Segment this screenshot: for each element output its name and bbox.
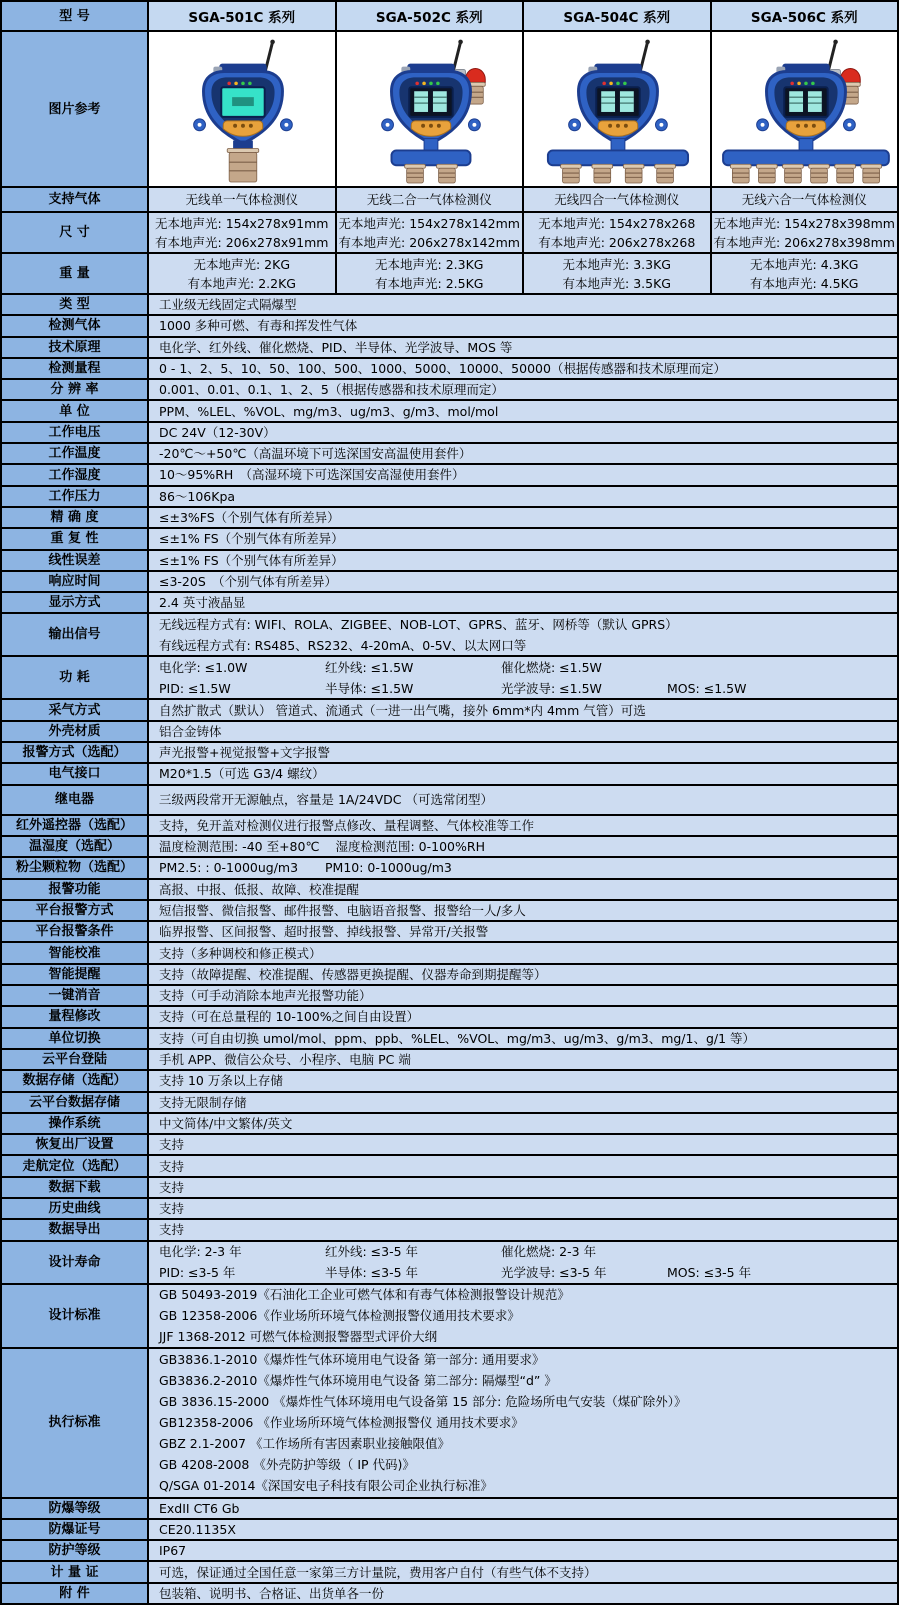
table-row — [2, 572, 899, 593]
spec-value: GB3836.1-2010《爆炸性气体环境用电气设备 第一部分: 通用要求》 GB3836.2-2010《爆炸性气体环境用电气设备 第二部分: 隔爆型“d” 》 GB 3836.15-2000 《爆炸性气体环境用电气设备第 15 部分: 危险场所电气安装（煤矿除外）》 GB12358-2006 《作业场所环境气体检测报警仪 通用技术要求》 GBZ 2.1-2007 《工作场所有害因素职业接触限值》 GB 4208-2008 《外壳防护等级（ IP 代码)》 Q/SGA 01-2014《深国安电子科技有限公司企业执行标准》 — [149, 1349, 899, 1499]
table-row — [2, 1242, 899, 1285]
table-row — [2, 593, 899, 614]
spec-label: 云平台登陆 — [2, 1050, 149, 1071]
spec-label: 平台报警方式 — [2, 901, 149, 922]
spec-label: 重 复 性 — [2, 529, 149, 550]
spec-label: 采气方式 — [2, 700, 149, 721]
spec-label: 工作温度 — [2, 444, 149, 465]
spec-value: ≤±1% FS（个别气体有所差异） — [149, 529, 899, 550]
gas-detector-single-sensor-image — [149, 32, 337, 188]
spec-value: 支持（可手动消除本地声光报警功能） — [149, 986, 899, 1007]
spec-value: GB 50493-2019《石油化工企业可燃气体和有毒气体检测报警设计规范》 GB 12358-2006《作业场所环境气体检测报警仪通用技术要求》 JJF 1368-2012 可燃气体检测报警器型式评价大纲 — [149, 1285, 899, 1349]
table-row — [2, 1007, 899, 1028]
spec-label: 工作电压 — [2, 423, 149, 444]
spec-value: 86～106Kpa — [149, 487, 899, 508]
spec-label: 量程修改 — [2, 1007, 149, 1028]
spec-label: 尺 寸 — [2, 213, 149, 254]
spec-value: 支持，免开盖对检测仪进行报警点修改、量程调整、气体校准等工作 — [149, 816, 899, 837]
table-row — [2, 380, 899, 401]
table-row — [2, 786, 899, 816]
spec-value: 电化学、红外线、催化燃烧、PID、半导体、光学波导、MOS 等 — [149, 338, 899, 359]
table-row — [2, 764, 899, 785]
spec-label: 技术原理 — [2, 338, 149, 359]
spec-label: 恢复出厂设置 — [2, 1135, 149, 1156]
spec-value: 中文简体/中文繁体/英文 — [149, 1114, 899, 1135]
spec-value: 10～95%RH （高湿环境下可选深国安高湿使用套件） — [149, 465, 899, 486]
spec-label: 重 量 — [2, 254, 149, 295]
spec-label: 工作压力 — [2, 487, 149, 508]
spec-label: 防爆等级 — [2, 1499, 149, 1520]
spec-value: M20*1.5（可选 G3/4 螺纹） — [149, 764, 899, 785]
spec-value: IP67 — [149, 1541, 899, 1562]
table-row — [2, 1156, 899, 1177]
spec-value: ≤3-20S （个别气体有所差异） — [149, 572, 899, 593]
spec-value-cell: 无本地声光: 2.3KG 有本地声光: 2.5KG — [337, 254, 525, 295]
spec-value: 支持 10 万条以上存储 — [149, 1071, 899, 1092]
table-row — [2, 943, 899, 964]
spec-label: 粉尘颗粒物（选配） — [2, 858, 149, 879]
spec-value: 支持 — [149, 1199, 899, 1220]
spec-label: 单 位 — [2, 401, 149, 422]
table-row — [2, 338, 899, 359]
spec-label: 红外遥控器（选配） — [2, 816, 149, 837]
model-name-sga-504c: SGA-504C 系列 — [524, 2, 712, 32]
table-row — [2, 1199, 899, 1220]
table-row — [2, 657, 899, 700]
spec-value: 电化学: ≤1.0W 红外线: ≤1.5W 催化燃烧: ≤1.5W PID: ≤1.5W 半导体: ≤1.5W 光学波导: ≤1.5W MOS: ≤1.5W — [149, 657, 899, 700]
spec-label: 功 耗 — [2, 657, 149, 700]
table-row — [2, 1114, 899, 1135]
spec-label: 响应时间 — [2, 572, 149, 593]
table-row — [2, 423, 899, 444]
spec-value: 临界报警、区间报警、超时报警、掉线报警、异常开/关报警 — [149, 922, 899, 943]
spec-value: PM2.5: : 0-1000ug/m3 PM10: 0-1000ug/m3 — [149, 858, 899, 879]
spec-label: 图片参考 — [2, 32, 149, 188]
spec-value: 短信报警、微信报警、邮件报警、电脑语音报警、报警给一人/多人 — [149, 901, 899, 922]
table-row — [2, 986, 899, 1007]
spec-value: 声光报警+视觉报警+文字报警 — [149, 743, 899, 764]
spec-value: 可选，保证通过全国任意一家第三方计量院，费用客户自付（有些气体不支持） — [149, 1562, 899, 1583]
spec-value: 支持 — [149, 1220, 899, 1241]
header-row — [2, 2, 899, 32]
table-row — [2, 1562, 899, 1583]
table-row — [2, 922, 899, 943]
table-row — [2, 743, 899, 764]
table-row — [2, 487, 899, 508]
table-row — [2, 722, 899, 743]
spec-label: 检测气体 — [2, 316, 149, 337]
model-header-label: 型 号 — [2, 2, 149, 32]
spec-label: 设计标准 — [2, 1285, 149, 1349]
gas-detector-6-sensors-with-beacon-image — [712, 32, 899, 188]
spec-label: 输出信号 — [2, 614, 149, 657]
spec-label: 计 量 证 — [2, 1562, 149, 1583]
table-row — [2, 32, 899, 188]
spec-value: 支持（多种调校和修正模式） — [149, 943, 899, 964]
spec-label: 附 件 — [2, 1584, 149, 1605]
spec-value: 支持 — [149, 1178, 899, 1199]
spec-label: 类 型 — [2, 295, 149, 316]
spec-label: 走航定位（选配） — [2, 1156, 149, 1177]
table-row — [2, 188, 899, 213]
spec-value: 温度检测范围: -40 至+80℃ 湿度检测范围: 0-100%RH — [149, 837, 899, 858]
spec-label: 检测量程 — [2, 359, 149, 380]
table-row — [2, 1178, 899, 1199]
spec-value: 0.001、0.01、0.1、1、2、5（根据传感器和技术原理而定） — [149, 380, 899, 401]
spec-value: 1000 多种可燃、有毒和挥发性气体 — [149, 316, 899, 337]
table-row — [2, 508, 899, 529]
spec-label: 智能提醒 — [2, 965, 149, 986]
table-row — [2, 901, 899, 922]
spec-value: ExdII CT6 Gb — [149, 1499, 899, 1520]
spec-value: CE20.1135X — [149, 1520, 899, 1541]
spec-value: 三级两段常开无源触点，容量是 1A/24VDC （可选常闭型） — [149, 786, 899, 816]
table-row — [2, 816, 899, 837]
table-row — [2, 316, 899, 337]
table-row — [2, 965, 899, 986]
table-row — [2, 444, 899, 465]
table-row — [2, 1499, 899, 1520]
table-row — [2, 1050, 899, 1071]
spec-label: 报警方式（选配） — [2, 743, 149, 764]
spec-label: 云平台数据存储 — [2, 1093, 149, 1114]
spec-value-cell: 无线四合一气体检测仪 — [524, 188, 712, 213]
spec-value-cell: 无本地声光: 3.3KG 有本地声光: 3.5KG — [524, 254, 712, 295]
spec-label: 防爆证号 — [2, 1520, 149, 1541]
spec-value: 支持（故障提醒、校准提醒、传感器更换提醒、仪器寿命到期提醒等） — [149, 965, 899, 986]
spec-label: 电气接口 — [2, 764, 149, 785]
spec-label: 工作湿度 — [2, 465, 149, 486]
spec-value: 自然扩散式（默认） 管道式、流通式（一进一出气嘴，接外 6mm*内 4mm 气管）可选 — [149, 700, 899, 721]
spec-label: 执行标准 — [2, 1349, 149, 1499]
spec-value: 支持 — [149, 1156, 899, 1177]
spec-label: 单位切换 — [2, 1029, 149, 1050]
table-row — [2, 1349, 899, 1499]
spec-value: 工业级无线固定式隔爆型 — [149, 295, 899, 316]
spec-value: 支持（可自由切换 umol/mol、ppm、ppb、%LEL、%VOL、mg/m3、ug/m3、g/m3、mg/1、g/1 等） — [149, 1029, 899, 1050]
spec-value-cell: 无本地声光: 2KG 有本地声光: 2.2KG — [149, 254, 337, 295]
spec-value: 电化学: 2-3 年 红外线: ≤3-5 年 催化燃烧: 2-3 年 PID: ≤3-5 年 半导体: ≤3-5 年 光学波导: ≤3-5 年 MOS: ≤3-5 年 — [149, 1242, 899, 1285]
spec-value-cell: 无本地声光: 154x278x398mm 有本地声光: 206x278x398mm — [712, 213, 899, 254]
table-row — [2, 401, 899, 422]
spec-label: 设计寿命 — [2, 1242, 149, 1285]
spec-value: 无线远程方式有: WIFI、ROLA、ZIGBEE、NOB-LOT、GPRS、蓝牙、网桥等（默认 GPRS） 有线远程方式有: RS485、RS232、4-20mA、0-5V、以太网口等 — [149, 614, 899, 657]
table-row — [2, 1135, 899, 1156]
spec-label: 历史曲线 — [2, 1199, 149, 1220]
table-row — [2, 551, 899, 572]
table-row — [2, 1520, 899, 1541]
spec-label: 平台报警条件 — [2, 922, 149, 943]
table-row — [2, 359, 899, 380]
table-row — [2, 529, 899, 550]
spec-label: 数据下载 — [2, 1178, 149, 1199]
spec-label: 智能校准 — [2, 943, 149, 964]
spec-value: 2.4 英寸液晶显 — [149, 593, 899, 614]
table-row — [2, 1093, 899, 1114]
spec-value-cell: 无线二合一气体检测仪 — [337, 188, 525, 213]
spec-label: 支持气体 — [2, 188, 149, 213]
spec-label: 防护等级 — [2, 1541, 149, 1562]
table-row — [2, 858, 899, 879]
spec-value: -20℃～+50℃（高温环境下可选深国安高温使用套件） — [149, 444, 899, 465]
spec-value: 手机 APP、微信公众号、小程序、电脑 PC 端 — [149, 1050, 899, 1071]
table-row — [2, 880, 899, 901]
spec-label: 数据导出 — [2, 1220, 149, 1241]
spec-value-cell: 无本地声光: 154x278x91mm 有本地声光: 206x278x91mm — [149, 213, 337, 254]
table-row — [2, 700, 899, 721]
spec-value: 支持 — [149, 1135, 899, 1156]
spec-value: DC 24V（12-30V） — [149, 423, 899, 444]
table-row — [2, 1029, 899, 1050]
spec-value: 高报、中报、低报、故障、校准提醒 — [149, 880, 899, 901]
table-row — [2, 465, 899, 486]
spec-label: 报警功能 — [2, 880, 149, 901]
model-name-sga-506c: SGA-506C 系列 — [712, 2, 899, 32]
spec-value-cell: 无本地声光: 154x278x142mm 有本地声光: 206x278x142mm — [337, 213, 525, 254]
spec-value-cell: 无本地声光: 4.3KG 有本地声光: 4.5KG — [712, 254, 899, 295]
table-row — [2, 837, 899, 858]
gas-detector-4-sensors-image — [524, 32, 712, 188]
table-row — [2, 1071, 899, 1092]
table-row — [2, 1220, 899, 1241]
spec-label: 分 辨 率 — [2, 380, 149, 401]
spec-label: 继电器 — [2, 786, 149, 816]
spec-value-cell: 无线单一气体检测仪 — [149, 188, 337, 213]
table-row — [2, 1285, 899, 1349]
model-name-sga-501c: SGA-501C 系列 — [149, 2, 337, 32]
spec-label: 数据存储（选配） — [2, 1071, 149, 1092]
spec-value: PPM、%LEL、%VOL、mg/m3、ug/m3、g/m3、mol/mol — [149, 401, 899, 422]
table-row — [2, 1584, 899, 1605]
table-row — [2, 213, 899, 254]
spec-value: ≤±3%FS（个别气体有所差异） — [149, 508, 899, 529]
spec-label: 温湿度（选配） — [2, 837, 149, 858]
table-row — [2, 254, 899, 295]
spec-label: 外壳材质 — [2, 722, 149, 743]
spec-value: 支持（可在总量程的 10-100%之间自由设置） — [149, 1007, 899, 1028]
model-name-sga-502c: SGA-502C 系列 — [337, 2, 525, 32]
spec-value: 包装箱、说明书、合格证、出货单各一份 — [149, 1584, 899, 1605]
spec-value-cell: 无本地声光: 154x278x268 有本地声光: 206x278x268 — [524, 213, 712, 254]
spec-label: 线性误差 — [2, 551, 149, 572]
spec-value: 0 - 1、2、5、10、50、100、500、1000、5000、10000、50000（根据传感器和技术原理而定） — [149, 359, 899, 380]
spec-value: ≤±1% FS（个别气体有所差异） — [149, 551, 899, 572]
spec-label: 一键消音 — [2, 986, 149, 1007]
spec-value: 铝合金铸体 — [149, 722, 899, 743]
spec-value-cell: 无线六合一气体检测仪 — [712, 188, 899, 213]
spec-label: 显示方式 — [2, 593, 149, 614]
spec-value: 支持无限制存储 — [149, 1093, 899, 1114]
table-row — [2, 1541, 899, 1562]
table-row — [2, 614, 899, 657]
table-row — [2, 295, 899, 316]
gas-detector-2-sensors-with-beacon-image — [337, 32, 525, 188]
spec-label: 精 确 度 — [2, 508, 149, 529]
spec-label: 操作系统 — [2, 1114, 149, 1135]
